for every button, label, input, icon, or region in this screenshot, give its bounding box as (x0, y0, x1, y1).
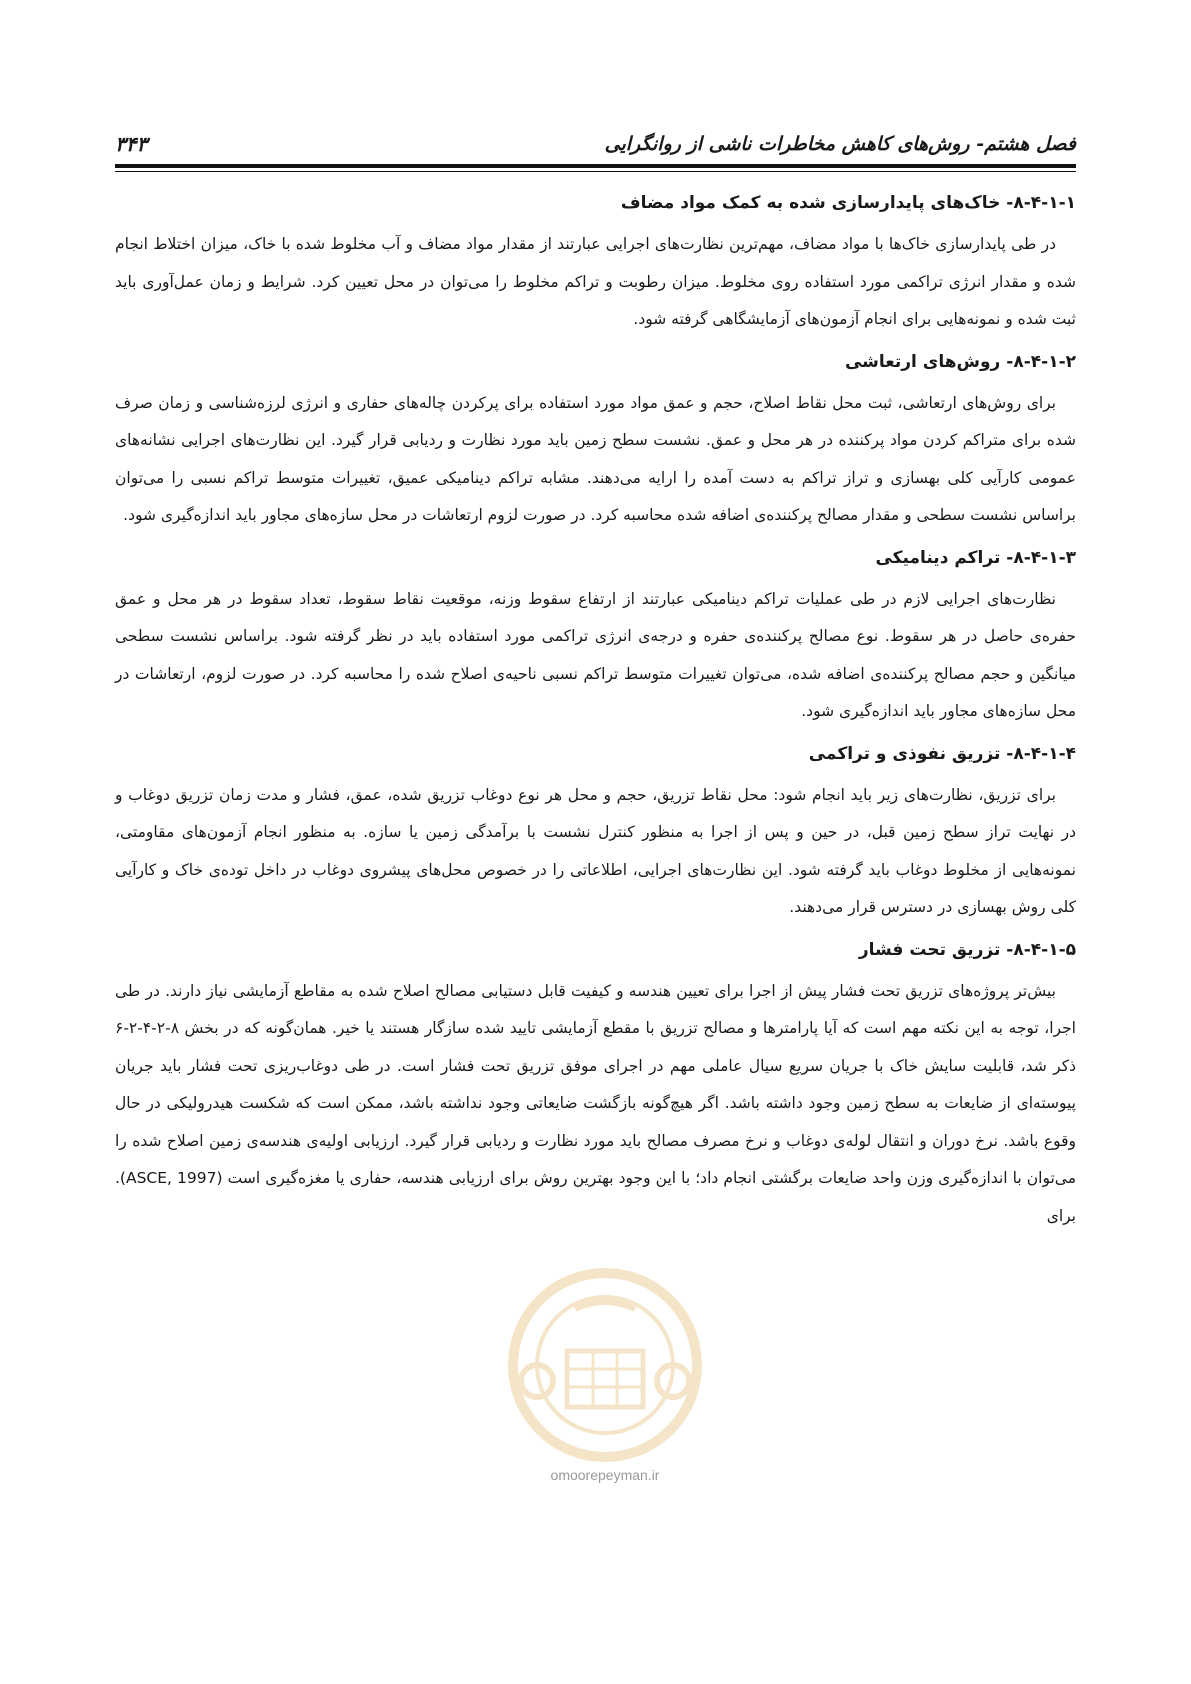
section-paragraph: در طی پایدارسازی خاک‌ها با مواد مضاف، مهم‌ترین نظارت‌های اجرایی عبارتند از مقدار مواد مضاف و آب مخلوط شده با خاک، میزان اختلاط انجام شده و مقدار انرژی تراکمی مورد استفاده روی مخلوط. میزان رطوبت و تراکم مخلوط را می‌توان در محل تعیین کرد. شرایط و زمان عمل‌آوری باید ثبت شده و نمونه‌هایی برای انجام آزمون‌های آزمایشگاهی گرفته شود. (115, 235, 1076, 328)
section-heading: ۸-۴-۱-۵- تزریق تحت فشار (858, 939, 1076, 960)
section-2 (115, 347, 1076, 535)
section-heading: ۸-۴-۱-۴- تزریق نفوذی و تراکمی (808, 743, 1076, 764)
section-paragraph: بیش‌تر پروژه‌های تزریق تحت فشار پیش از اجرا برای تعیین هندسه و کیفیت قابل دستیابی مصالح اصلاح شده به مقاطع آزمایشی نیاز دارند. در طی اجرا، توجه به این نکته مهم است که آیا پارامترها و مصالح تزریق با مقطع آزمایشی تایید شده سازگار هستند یا خیر. همان‌گونه که در بخش ۸-۲-۴-۲-۶ ذکر شد، قابلیت سایش خاک با جریان سریع سیال عاملی مهم در اجرای موفق تزریق تحت فشار است. در طی دوغاب‌ریزی تحت فشار باید جریان پیوسته‌ای از ضایعات به سطح زمین وجود داشته باشد. اگر هیچ‌گونه بازگشت ضایعاتی وجود نداشته باشد، ممکن است که شکست هیدرولیکی در حال وقوع باشد. نرخ دوران و انتقال لوله‌ی دوغاب و نرخ مصرف مصالح باید مورد نظارت و ردیابی قرار گیرد. ارزیابی اولیه‌ی هندسه‌ی زمین اصلاح شده را می‌توان با اندازه‌گیری وزن واحد ضایعات برگشتی انجام داد؛ با این وجود بهترین روش برای ارزیابی هندسه، حفاری یا مغزه‌گیری است (ASCE, 1997). برای (115, 981, 1077, 1225)
watermark-logo-icon (475, 1265, 735, 1465)
section-1 (115, 188, 1076, 339)
page-number: ۳۴۳ (115, 132, 148, 156)
section-paragraph: نظارت‌های اجرایی لازم در طی عملیات تراکم دینامیکی عبارتند از ارتفاع سقوط وزنه، موقعیت نقاط سقوط، تعداد سقوط در هر محل و عمق حفره‌ی حاصل در هر سقوط. نوع مصالح پرکننده‌ی حفره و درجه‌ی انرژی تراکمی مورد استفاده باید در نظر گرفته شود. براساس نشست سطحی میانگین و حجم مصالح پرکننده‌ی اضافه شده، می‌توان تغییرات متوسط تراکم نسبی ناحیه‌ی اصلاح شده را محاسبه کرد. در صورت لزوم، ارتعاشات در محل سازه‌های مجاور باید اندازه‌گیری شود. (115, 589, 1076, 720)
watermark-url: omoorepeyman.ir (550, 1467, 660, 1483)
section-paragraph: برای روش‌های ارتعاشی، ثبت محل نقاط اصلاح، حجم و عمق مواد مورد استفاده برای پرکردن چاله‌های حفاری و انرژی لرزه‌شناسی و زمان صرف شده برای متراکم کردن مواد پرکننده در هر محل و عمق. نشست سطح زمین باید مورد نظارت و ردیابی قرار گیرد. این نظارت‌های اجرایی نشانه‌های عمومی کارآیی کلی بهسازی و تراز تراکم به دست آمده را ارایه می‌دهند. مشابه تراکم دینامیکی عمیق، تغییرات متوسط تراکم نسبی را می‌توان براساس نشست سطحی و مقدار مصالح پرکننده‌ی اضافه شده محاسبه کرد. در صورت لزوم ارتعاشات در محل سازه‌های مجاور باید اندازه‌گیری شود. (115, 393, 1076, 524)
section-3 (115, 543, 1076, 731)
page-body (115, 188, 1076, 1243)
section-heading: ۸-۴-۱-۲- روش‌های ارتعاشی (844, 351, 1076, 372)
section-heading: ۸-۴-۱-۳- تراکم دینامیکی (875, 547, 1076, 568)
header-rule-thick (115, 164, 1076, 168)
section-heading: ۸-۴-۱-۱- خاک‌های پایدارسازی شده به کمک مواد مضاف (620, 193, 1076, 213)
section-paragraph: برای تزریق، نظارت‌های زیر باید انجام شود: محل نقاط تزریق، حجم و محل هر نوع دوغاب تزریق شده، عمق، فشار و مدت زمان تزریق دوغاب و در نهایت تراز سطح زمین قبل، در حین و پس از اجرا به منظور کنترل نشست با برآمدگی زمین یا سازه. به منظور انجام آزمون‌های مقاومتی، نمونه‌هایی از مخلوط دوغاب باید گرفته شود. این نظارت‌های اجرایی، اطلاعاتی را در خصوص محل‌های پیشروی دوغاب در داخل توده‌ی خاک و کارآیی کلی روش بهسازی در دسترس قرار می‌دهند. (115, 785, 1076, 916)
section-4 (115, 739, 1076, 927)
header-rule-thin (115, 171, 1076, 172)
chapter-title: فصل هشتم- روش‌های کاهش مخاطرات ناشی از روانگرایی (604, 133, 1076, 155)
running-header (115, 128, 1076, 160)
section-5 (115, 935, 1076, 1236)
